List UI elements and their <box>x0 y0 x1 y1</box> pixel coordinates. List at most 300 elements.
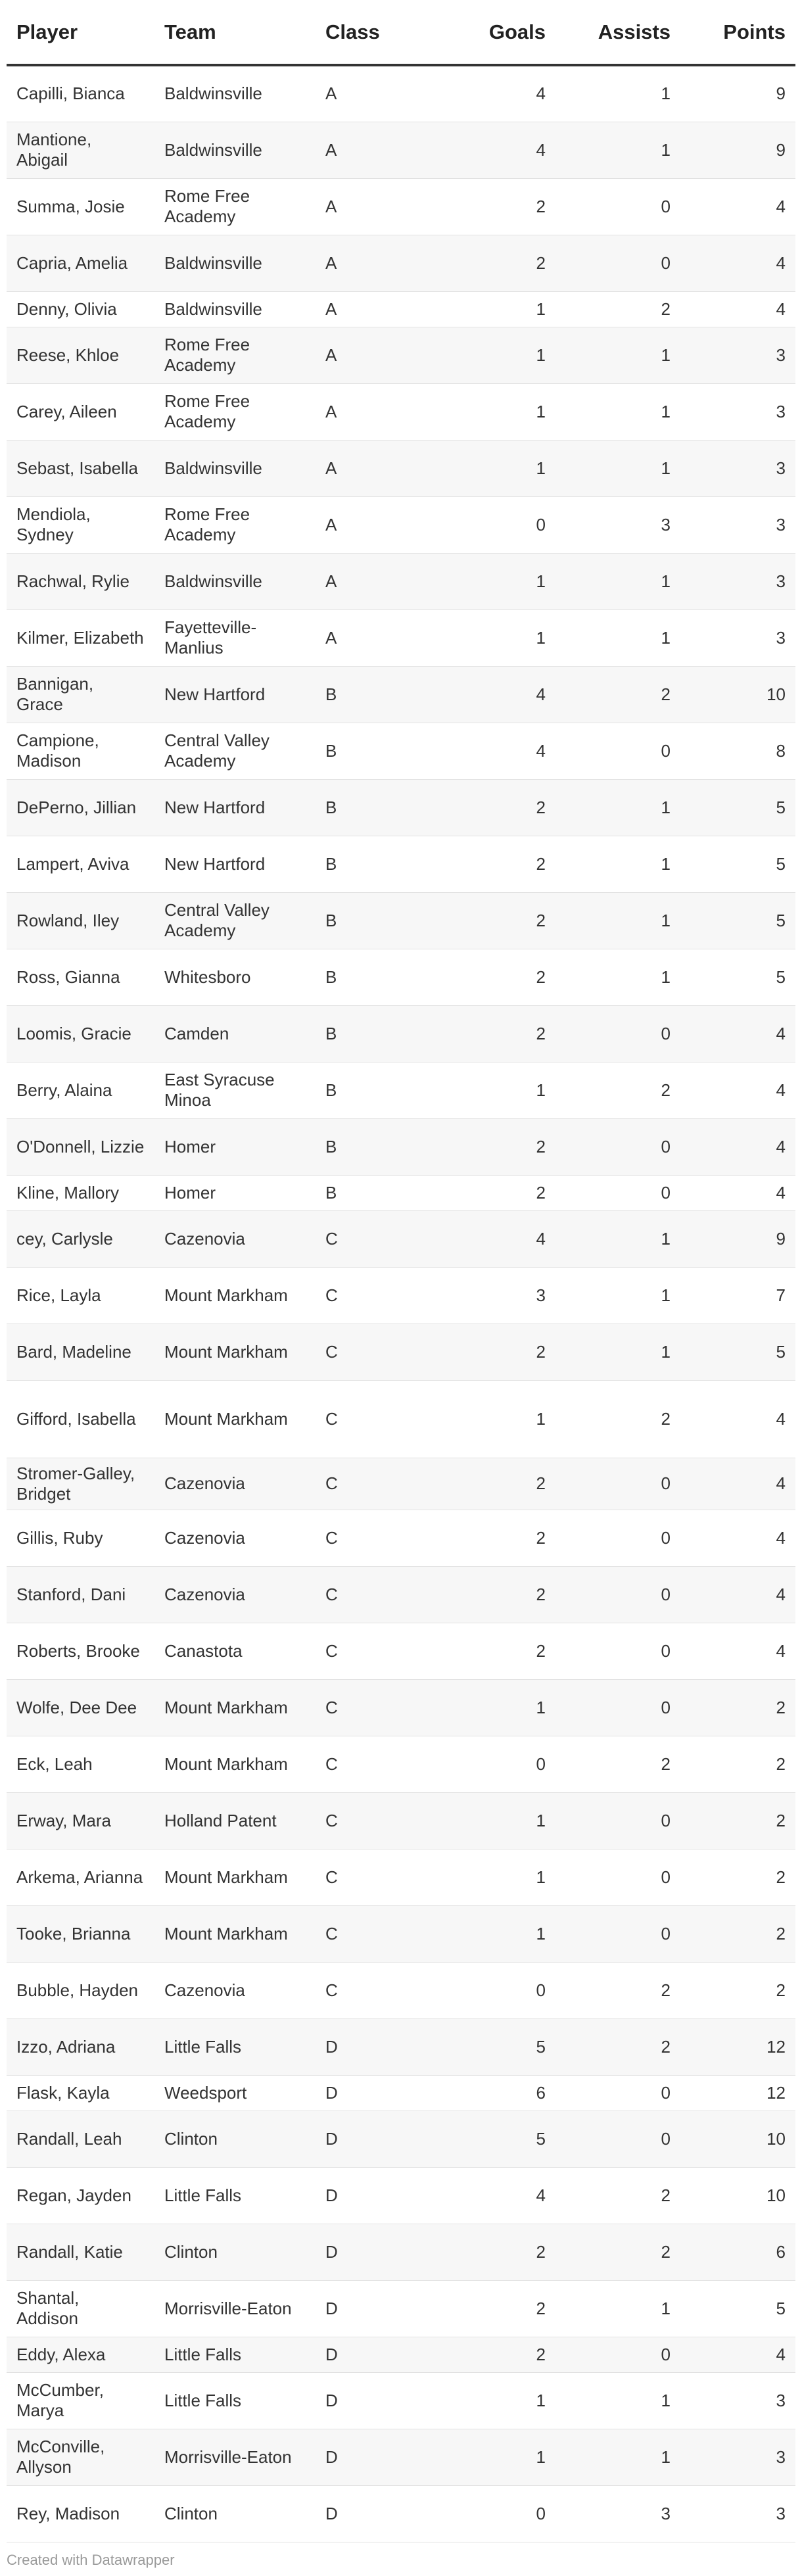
cell-player: Stromer-Galley, Bridget <box>7 1458 154 1510</box>
cell-player: Bard, Madeline <box>7 1324 154 1380</box>
table-row <box>7 2485 795 2542</box>
cell-goals: 2 <box>434 1510 555 1566</box>
cell-goals: 5 <box>434 2111 555 2167</box>
cell-class: C <box>316 1623 434 1679</box>
table-row <box>7 1962 795 2018</box>
cell-assists: 1 <box>555 1210 680 1267</box>
cell-class: B <box>316 723 434 779</box>
cell-class: C <box>316 1962 434 2018</box>
cell-player: Roberts, Brooke <box>7 1623 154 1679</box>
cell-team: New Hartford <box>154 666 316 723</box>
cell-points: 4 <box>680 235 795 291</box>
cell-class: C <box>316 1324 434 1380</box>
cell-team: Morrisville-Eaton <box>154 2280 316 2337</box>
cell-points: 9 <box>680 122 795 178</box>
table-row <box>7 1175 795 1210</box>
cell-team: Canastota <box>154 1623 316 1679</box>
table-row <box>7 496 795 553</box>
cell-assists: 1 <box>555 122 680 178</box>
cell-points: 12 <box>680 2018 795 2075</box>
cell-team: East Syracuse Minoa <box>154 1062 316 1118</box>
cell-player: Shantal, Addison <box>7 2280 154 2337</box>
cell-points: 3 <box>680 440 795 496</box>
cell-goals: 1 <box>434 2429 555 2485</box>
cell-player: Bannigan, Grace <box>7 666 154 723</box>
cell-goals: 1 <box>434 440 555 496</box>
cell-goals: 4 <box>434 2167 555 2224</box>
cell-points: 9 <box>680 65 795 122</box>
cell-player: Arkema, Arianna <box>7 1849 154 1905</box>
cell-class: C <box>316 1210 434 1267</box>
cell-goals: 0 <box>434 1736 555 1792</box>
cell-points: 4 <box>680 1062 795 1118</box>
cell-goals: 2 <box>434 836 555 892</box>
cell-class: A <box>316 65 434 122</box>
table-row <box>7 1267 795 1324</box>
cell-assists: 0 <box>555 2337 680 2372</box>
cell-class: D <box>316 2167 434 2224</box>
cell-player: Bubble, Hayden <box>7 1962 154 2018</box>
cell-player: Eck, Leah <box>7 1736 154 1792</box>
cell-player: Lampert, Aviva <box>7 836 154 892</box>
cell-player: Flask, Kayla <box>7 2075 154 2111</box>
cell-player: Gifford, Isabella <box>7 1380 154 1458</box>
cell-points: 3 <box>680 2372 795 2429</box>
cell-team: Mount Markham <box>154 1736 316 1792</box>
cell-points: 4 <box>680 2337 795 2372</box>
cell-team: Little Falls <box>154 2167 316 2224</box>
cell-class: D <box>316 2224 434 2280</box>
cell-player: Berry, Alaina <box>7 1062 154 1118</box>
cell-points: 5 <box>680 892 795 949</box>
cell-team: Baldwinsville <box>154 553 316 609</box>
cell-team: Baldwinsville <box>154 235 316 291</box>
cell-goals: 2 <box>434 1324 555 1380</box>
cell-points: 5 <box>680 2280 795 2337</box>
cell-player: Mantione, Abigail <box>7 122 154 178</box>
column-header-class[interactable]: Class <box>316 0 434 65</box>
cell-class: C <box>316 1510 434 1566</box>
cell-assists: 1 <box>555 2429 680 2485</box>
cell-player: Denny, Olivia <box>7 291 154 327</box>
cell-player: Randall, Katie <box>7 2224 154 2280</box>
cell-team: Cazenovia <box>154 1510 316 1566</box>
cell-goals: 1 <box>434 1062 555 1118</box>
cell-points: 4 <box>680 1175 795 1210</box>
table-row <box>7 723 795 779</box>
cell-class: B <box>316 1005 434 1062</box>
cell-player: DePerno, Jillian <box>7 779 154 836</box>
cell-points: 3 <box>680 2429 795 2485</box>
cell-class: A <box>316 496 434 553</box>
cell-points: 10 <box>680 2167 795 2224</box>
cell-player: Carey, Aileen <box>7 383 154 440</box>
cell-assists: 0 <box>555 1458 680 1510</box>
cell-team: Cazenovia <box>154 1566 316 1623</box>
cell-points: 5 <box>680 836 795 892</box>
table-row <box>7 949 795 1005</box>
cell-points: 7 <box>680 1267 795 1324</box>
cell-team: Clinton <box>154 2111 316 2167</box>
cell-goals: 2 <box>434 2224 555 2280</box>
cell-player: McConville, Allyson <box>7 2429 154 2485</box>
cell-goals: 1 <box>434 291 555 327</box>
cell-team: Rome Free Academy <box>154 327 316 383</box>
cell-points: 2 <box>680 1849 795 1905</box>
cell-player: Regan, Jayden <box>7 2167 154 2224</box>
cell-class: B <box>316 836 434 892</box>
table-row <box>7 1005 795 1062</box>
cell-player: Summa, Josie <box>7 178 154 235</box>
cell-assists: 1 <box>555 2372 680 2429</box>
cell-team: Rome Free Academy <box>154 496 316 553</box>
cell-assists: 1 <box>555 949 680 1005</box>
cell-player: Capria, Amelia <box>7 235 154 291</box>
table-row <box>7 609 795 666</box>
table-row <box>7 779 795 836</box>
table-row <box>7 2167 795 2224</box>
cell-player: Mendiola, Sydney <box>7 496 154 553</box>
cell-points: 8 <box>680 723 795 779</box>
cell-player: Izzo, Adriana <box>7 2018 154 2075</box>
cell-goals: 2 <box>434 2280 555 2337</box>
cell-assists: 1 <box>555 440 680 496</box>
cell-assists: 3 <box>555 2485 680 2542</box>
cell-class: C <box>316 1849 434 1905</box>
cell-goals: 1 <box>434 553 555 609</box>
cell-class: B <box>316 892 434 949</box>
cell-player: Campione, Madison <box>7 723 154 779</box>
cell-assists: 0 <box>555 1679 680 1736</box>
cell-class: B <box>316 1118 434 1175</box>
cell-team: Rome Free Academy <box>154 383 316 440</box>
cell-class: B <box>316 1175 434 1210</box>
table-row <box>7 327 795 383</box>
table-row <box>7 178 795 235</box>
cell-team: Camden <box>154 1005 316 1062</box>
table-row <box>7 2111 795 2167</box>
cell-goals: 1 <box>434 2372 555 2429</box>
cell-assists: 1 <box>555 383 680 440</box>
cell-goals: 2 <box>434 949 555 1005</box>
cell-team: Cazenovia <box>154 1458 316 1510</box>
cell-assists: 0 <box>555 1566 680 1623</box>
cell-assists: 0 <box>555 1792 680 1849</box>
cell-assists: 1 <box>555 779 680 836</box>
cell-class: C <box>316 1566 434 1623</box>
cell-team: Central Valley Academy <box>154 892 316 949</box>
table-row <box>7 2224 795 2280</box>
cell-points: 3 <box>680 2485 795 2542</box>
cell-player: Wolfe, Dee Dee <box>7 1679 154 1736</box>
cell-points: 3 <box>680 609 795 666</box>
table-row <box>7 2075 795 2111</box>
cell-assists: 1 <box>555 1267 680 1324</box>
cell-goals: 1 <box>434 1380 555 1458</box>
cell-team: Cazenovia <box>154 1962 316 2018</box>
cell-points: 4 <box>680 1623 795 1679</box>
cell-goals: 4 <box>434 666 555 723</box>
cell-team: Mount Markham <box>154 1267 316 1324</box>
cell-team: Morrisville-Eaton <box>154 2429 316 2485</box>
cell-class: C <box>316 1679 434 1736</box>
table-row <box>7 1118 795 1175</box>
cell-team: Whitesboro <box>154 949 316 1005</box>
column-header-goals[interactable]: Goals <box>434 0 555 65</box>
table-row <box>7 2337 795 2372</box>
cell-class: D <box>316 2372 434 2429</box>
cell-player: Rice, Layla <box>7 1267 154 1324</box>
cell-assists: 2 <box>555 666 680 723</box>
cell-class: A <box>316 440 434 496</box>
cell-class: A <box>316 235 434 291</box>
cell-player: Ross, Gianna <box>7 949 154 1005</box>
cell-class: C <box>316 1380 434 1458</box>
cell-player: Tooke, Brianna <box>7 1905 154 1962</box>
cell-assists: 2 <box>555 1062 680 1118</box>
table-row <box>7 1679 795 1736</box>
table-row <box>7 1849 795 1905</box>
cell-assists: 1 <box>555 892 680 949</box>
table-row <box>7 440 795 496</box>
cell-goals: 2 <box>434 1175 555 1210</box>
cell-points: 3 <box>680 496 795 553</box>
cell-points: 9 <box>680 1210 795 1267</box>
column-header-team[interactable]: Team <box>154 0 316 65</box>
cell-class: C <box>316 1905 434 1962</box>
cell-class: A <box>316 383 434 440</box>
cell-points: 10 <box>680 2111 795 2167</box>
cell-assists: 1 <box>555 2280 680 2337</box>
cell-team: Baldwinsville <box>154 65 316 122</box>
column-header-points[interactable]: Points <box>680 0 795 65</box>
cell-team: Mount Markham <box>154 1905 316 1962</box>
cell-class: A <box>316 553 434 609</box>
cell-points: 12 <box>680 2075 795 2111</box>
cell-team: Little Falls <box>154 2337 316 2372</box>
cell-player: Rey, Madison <box>7 2485 154 2542</box>
cell-assists: 1 <box>555 327 680 383</box>
table-row <box>7 1736 795 1792</box>
cell-class: B <box>316 949 434 1005</box>
table-row <box>7 291 795 327</box>
cell-class: D <box>316 2429 434 2485</box>
table-row <box>7 1792 795 1849</box>
cell-class: B <box>316 779 434 836</box>
cell-assists: 3 <box>555 496 680 553</box>
cell-class: A <box>316 327 434 383</box>
cell-assists: 2 <box>555 1736 680 1792</box>
table-row <box>7 1458 795 1510</box>
cell-team: Clinton <box>154 2485 316 2542</box>
cell-player: Stanford, Dani <box>7 1566 154 1623</box>
cell-points: 4 <box>680 1510 795 1566</box>
cell-player: O'Donnell, Lizzie <box>7 1118 154 1175</box>
cell-team: Little Falls <box>154 2018 316 2075</box>
cell-team: Homer <box>154 1175 316 1210</box>
table-row <box>7 122 795 178</box>
table-row <box>7 1623 795 1679</box>
table-row <box>7 65 795 122</box>
table-row <box>7 836 795 892</box>
cell-player: Kline, Mallory <box>7 1175 154 1210</box>
cell-player: Reese, Khloe <box>7 327 154 383</box>
cell-assists: 2 <box>555 2224 680 2280</box>
table-row <box>7 235 795 291</box>
cell-class: D <box>316 2485 434 2542</box>
cell-player: Eddy, Alexa <box>7 2337 154 2372</box>
cell-goals: 6 <box>434 2075 555 2111</box>
cell-assists: 1 <box>555 609 680 666</box>
table-header <box>7 0 795 65</box>
cell-points: 4 <box>680 1380 795 1458</box>
cell-player: cey, Carlysle <box>7 1210 154 1267</box>
cell-assists: 0 <box>555 2075 680 2111</box>
cell-points: 4 <box>680 178 795 235</box>
cell-points: 2 <box>680 1905 795 1962</box>
cell-goals: 1 <box>434 1792 555 1849</box>
cell-assists: 2 <box>555 2018 680 2075</box>
table-row <box>7 1062 795 1118</box>
cell-points: 3 <box>680 327 795 383</box>
cell-goals: 2 <box>434 1566 555 1623</box>
cell-points: 2 <box>680 1792 795 1849</box>
cell-goals: 2 <box>434 1623 555 1679</box>
header-row <box>7 0 795 65</box>
cell-assists: 2 <box>555 1962 680 2018</box>
cell-goals: 0 <box>434 1962 555 2018</box>
column-header-assists[interactable]: Assists <box>555 0 680 65</box>
cell-class: C <box>316 1458 434 1510</box>
cell-team: Holland Patent <box>154 1792 316 1849</box>
footer-credit: Created with Datawrapper <box>7 2551 175 2568</box>
cell-team: Mount Markham <box>154 1380 316 1458</box>
cell-points: 4 <box>680 1458 795 1510</box>
cell-team: Baldwinsville <box>154 291 316 327</box>
cell-class: C <box>316 1736 434 1792</box>
table-row <box>7 1510 795 1566</box>
cell-team: Fayetteville-Manlius <box>154 609 316 666</box>
cell-goals: 2 <box>434 1118 555 1175</box>
cell-class: B <box>316 666 434 723</box>
cell-assists: 1 <box>555 836 680 892</box>
cell-class: D <box>316 2075 434 2111</box>
cell-assists: 0 <box>555 1510 680 1566</box>
cell-assists: 0 <box>555 235 680 291</box>
cell-assists: 0 <box>555 1905 680 1962</box>
cell-assists: 0 <box>555 178 680 235</box>
cell-team: Mount Markham <box>154 1849 316 1905</box>
cell-player: Rowland, Iley <box>7 892 154 949</box>
cell-goals: 2 <box>434 1458 555 1510</box>
cell-player: Loomis, Gracie <box>7 1005 154 1062</box>
cell-class: B <box>316 1062 434 1118</box>
table-row <box>7 1380 795 1458</box>
cell-team: New Hartford <box>154 836 316 892</box>
table-row <box>7 2429 795 2485</box>
cell-goals: 1 <box>434 1849 555 1905</box>
table-body <box>7 65 795 2542</box>
cell-goals: 2 <box>434 2337 555 2372</box>
cell-team: Clinton <box>154 2224 316 2280</box>
cell-player: McCumber, Marya <box>7 2372 154 2429</box>
cell-points: 5 <box>680 949 795 1005</box>
cell-goals: 1 <box>434 1679 555 1736</box>
cell-assists: 1 <box>555 553 680 609</box>
cell-points: 10 <box>680 666 795 723</box>
cell-team: Central Valley Academy <box>154 723 316 779</box>
cell-points: 5 <box>680 1324 795 1380</box>
cell-goals: 2 <box>434 235 555 291</box>
cell-assists: 1 <box>555 1324 680 1380</box>
cell-team: Weedsport <box>154 2075 316 2111</box>
cell-assists: 0 <box>555 1175 680 1210</box>
table-row <box>7 1210 795 1267</box>
table-row <box>7 383 795 440</box>
cell-points: 4 <box>680 291 795 327</box>
cell-points: 4 <box>680 1566 795 1623</box>
table-row <box>7 2280 795 2337</box>
cell-class: D <box>316 2337 434 2372</box>
cell-player: Erway, Mara <box>7 1792 154 1849</box>
cell-goals: 4 <box>434 122 555 178</box>
cell-player: Kilmer, Elizabeth <box>7 609 154 666</box>
cell-points: 3 <box>680 383 795 440</box>
cell-team: Baldwinsville <box>154 122 316 178</box>
cell-points: 4 <box>680 1005 795 1062</box>
cell-goals: 0 <box>434 496 555 553</box>
cell-class: D <box>316 2018 434 2075</box>
cell-goals: 5 <box>434 2018 555 2075</box>
cell-points: 5 <box>680 779 795 836</box>
cell-assists: 0 <box>555 1118 680 1175</box>
cell-assists: 2 <box>555 1380 680 1458</box>
cell-team: Rome Free Academy <box>154 178 316 235</box>
cell-assists: 0 <box>555 2111 680 2167</box>
table-row <box>7 1905 795 1962</box>
cell-team: New Hartford <box>154 779 316 836</box>
table-row <box>7 892 795 949</box>
cell-points: 4 <box>680 1118 795 1175</box>
cell-goals: 1 <box>434 1905 555 1962</box>
table-row <box>7 2372 795 2429</box>
cell-team: Mount Markham <box>154 1324 316 1380</box>
cell-team: Cazenovia <box>154 1210 316 1267</box>
table-row <box>7 666 795 723</box>
cell-goals: 1 <box>434 383 555 440</box>
cell-team: Baldwinsville <box>154 440 316 496</box>
cell-goals: 4 <box>434 1210 555 1267</box>
cell-goals: 4 <box>434 723 555 779</box>
cell-assists: 0 <box>555 1005 680 1062</box>
cell-goals: 4 <box>434 65 555 122</box>
cell-player: Rachwal, Rylie <box>7 553 154 609</box>
cell-team: Little Falls <box>154 2372 316 2429</box>
cell-goals: 2 <box>434 892 555 949</box>
cell-assists: 0 <box>555 723 680 779</box>
cell-goals: 0 <box>434 2485 555 2542</box>
cell-points: 2 <box>680 1962 795 2018</box>
column-header-player[interactable]: Player <box>7 0 154 65</box>
table-row <box>7 2018 795 2075</box>
cell-class: A <box>316 178 434 235</box>
cell-assists: 2 <box>555 2167 680 2224</box>
cell-class: D <box>316 2280 434 2337</box>
cell-class: A <box>316 122 434 178</box>
cell-goals: 1 <box>434 327 555 383</box>
cell-class: A <box>316 609 434 666</box>
cell-goals: 2 <box>434 178 555 235</box>
